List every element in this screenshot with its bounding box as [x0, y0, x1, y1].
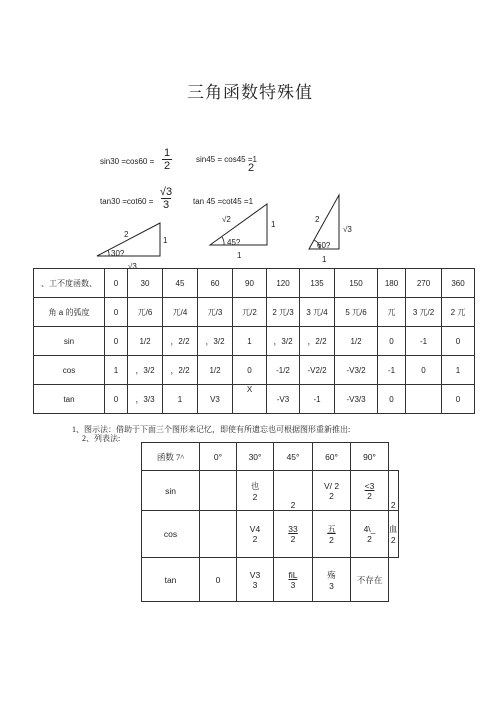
table-cell: ，2/2 [300, 327, 335, 356]
triangle2-side: 1 [271, 220, 276, 229]
table-cell: 0 [233, 356, 267, 385]
table-cell: 兀 [378, 298, 406, 327]
row-label: 角 a 的弧度 [34, 298, 105, 327]
row-label: cos [142, 511, 200, 558]
table-cell [351, 511, 389, 558]
row-label: tan [34, 385, 105, 414]
table-row [34, 298, 475, 327]
table-cell: 0 [105, 327, 128, 356]
table-cell: 2 兀 [442, 298, 475, 327]
cell-top: 五 [327, 524, 336, 534]
table-header-cell: 90° [351, 443, 389, 471]
table-header-cell: 30 [128, 269, 163, 298]
table-cell: ，3/2 [128, 356, 163, 385]
triangle1-angle: 30? [111, 249, 125, 258]
table-row-cos [142, 511, 399, 558]
page-title: 三角函数特殊值 [187, 83, 313, 102]
table-header-cell: 函数 7^ [142, 443, 200, 471]
fraction-denominator: 3 [162, 199, 170, 211]
cell-bottom: 2 [290, 500, 296, 510]
table-cell: 1/2 [198, 356, 233, 385]
row-label: cos [34, 356, 105, 385]
table-cell [313, 511, 351, 558]
table-cell [274, 471, 313, 511]
table-cell: -V3/3 [335, 385, 378, 414]
table-cell: 1 [442, 356, 475, 385]
table-header-cell: 45 [163, 269, 198, 298]
table-cell: ，2/2 [163, 327, 198, 356]
cell-top: <3 [364, 480, 375, 491]
cell-top: 血 [389, 524, 398, 534]
table-row-sin [142, 471, 399, 511]
cell-bottom: 2 [252, 534, 258, 544]
table-cell: 0 [378, 327, 406, 356]
table-cell: 0 [378, 385, 406, 414]
table-header-cell: 0 [105, 269, 128, 298]
cell-bottom: 3 [290, 579, 296, 590]
triangle2-base: 1 [237, 251, 242, 260]
table-cell: 2 兀/3 [267, 298, 300, 327]
table-cell: 0 [442, 327, 475, 356]
cell-top: 殇 [327, 569, 336, 580]
table-header-cell: 0° [200, 443, 237, 471]
table-cell: 1 [105, 356, 128, 385]
cell-bottom: 3 [252, 579, 258, 590]
table-cell: 兀/4 [163, 298, 198, 327]
table-header-cell: 60 [198, 269, 233, 298]
table-cell: 0 [105, 385, 128, 414]
table-cell: -V3 [267, 385, 300, 414]
table-cell: -1 [378, 356, 406, 385]
table-cell [274, 558, 313, 602]
formula-sin45: sin45 = cos45 =1 [196, 155, 257, 164]
cell-bottom: 2 [390, 535, 396, 545]
fraction-denominator: 2 [163, 160, 171, 172]
triangle-diagrams [0, 0, 500, 275]
table-cell: ，3/2 [198, 327, 233, 356]
table-row [34, 356, 475, 385]
table-cell: 1 [163, 385, 198, 414]
triangle3-side: √3 [343, 225, 352, 234]
cell-bottom: 2 [329, 535, 334, 545]
table-cell: 1/2 [335, 327, 378, 356]
table-cell: X [233, 385, 267, 414]
triangle1-hyp: 2 [124, 230, 129, 239]
table-cell: -V2/2 [300, 356, 335, 385]
table-cell: 5 兀/6 [335, 298, 378, 327]
cell-top: V/ 2 [323, 480, 340, 491]
formula-tan30: tan30 =cot60 = [100, 197, 154, 206]
table-header-cell: 60° [313, 443, 351, 471]
cell-bottom: 2 [367, 490, 372, 501]
table-cell [237, 558, 274, 602]
table-cell [237, 471, 274, 511]
triangle-60-30-90 [309, 195, 352, 264]
special-angles-table [141, 442, 399, 602]
note-table-method: 2、列表法: [82, 434, 121, 443]
table-header-cell: 120 [267, 269, 300, 298]
table-header-cell: 180 [378, 269, 406, 298]
table-cell: -1/2 [267, 356, 300, 385]
cell-bottom: 2 [290, 534, 296, 544]
triangle2-angle: 45? [227, 238, 241, 247]
table-cell [200, 471, 237, 511]
row-label: tan [142, 558, 200, 602]
special-values-table [33, 268, 475, 414]
table-cell: 0 [105, 298, 128, 327]
table-cell [351, 471, 389, 511]
table-cell: -1 [300, 385, 335, 414]
table-cell: 0 [442, 385, 475, 414]
triangle3-hyp: 2 [315, 215, 320, 224]
cell-top: 33 [288, 524, 298, 534]
table-header-cell: 135 [300, 269, 335, 298]
cell-bottom: 2 [367, 534, 372, 544]
triangle3-angle: 60? [317, 241, 331, 250]
triangle-30-60-90 [97, 223, 168, 271]
cell-top: 4\_ [363, 524, 376, 534]
table-cell [274, 511, 313, 558]
table-cell [389, 511, 399, 558]
table-cell [389, 471, 399, 511]
cell-top: V4 [249, 524, 261, 534]
table-cell [237, 511, 274, 558]
cell-top: fiL [288, 569, 298, 580]
table-cell: ，3/3 [128, 385, 163, 414]
table-header-cell: 、工不度函数、 [34, 269, 105, 298]
table-header-cell: 45° [274, 443, 313, 471]
table-cell: 1/2 [128, 327, 163, 356]
note-diagram-method: 1、图示法：借助于下面三个图形来记忆，即使有所遗忘也可根据图形重新推出: [72, 425, 351, 434]
cell-bottom: 不存在 [356, 574, 383, 585]
table-cell [406, 385, 442, 414]
table-cell: 0 [406, 356, 442, 385]
table-cell [351, 558, 389, 602]
triangle-45-45-90 [210, 204, 276, 260]
table-cell [313, 558, 351, 602]
table-header-cell: 90 [233, 269, 267, 298]
table-header-cell: 150 [335, 269, 378, 298]
table-header-cell: 360 [442, 269, 475, 298]
row-label: sin [34, 327, 105, 356]
cell-bottom: 0 [215, 574, 221, 585]
triangle3-base: 1 [322, 255, 327, 264]
cell-top: V3 [249, 569, 261, 580]
table-header-row [142, 443, 399, 471]
formula-sin45-denominator: 2 [247, 162, 255, 174]
table-row-tan [142, 558, 399, 602]
table-cell [200, 558, 237, 602]
fraction-numerator: 1 [163, 147, 171, 159]
table-cell: V3 [198, 385, 233, 414]
cell-bottom: 3 [329, 580, 334, 591]
table-row [34, 327, 475, 356]
table-row [34, 385, 475, 414]
cell-bottom: 2 [390, 500, 396, 510]
cell-top: 也 [250, 480, 260, 491]
table-cell: ，2/2 [163, 356, 198, 385]
fraction-numerator: √3 [159, 186, 173, 198]
triangle2-hyp: √2 [222, 215, 231, 224]
formula-sin30: sin30 =cos60 = [100, 157, 155, 166]
formula-tan45: tan 45 =cot45 =1 [193, 197, 254, 206]
table-header-cell: 270 [406, 269, 442, 298]
table-cell: 1 [233, 327, 267, 356]
table-cell: 3 兀/4 [300, 298, 335, 327]
table-cell: -V3/2 [335, 356, 378, 385]
table-header-row [34, 269, 475, 298]
cell-bottom: 2 [329, 490, 334, 501]
table-cell [313, 471, 351, 511]
cell-bottom: 2 [252, 491, 258, 502]
table-cell [200, 511, 237, 558]
triangle1-base: √3 [128, 262, 137, 271]
table-cell: 兀/3 [198, 298, 233, 327]
table-cell: 3 兀/2 [406, 298, 442, 327]
table-cell: 兀/6 [128, 298, 163, 327]
table-cell: ，3/2 [267, 327, 300, 356]
table-header-cell: 30° [237, 443, 274, 471]
table-cell: -1 [406, 327, 442, 356]
triangle1-side: 1 [163, 236, 168, 245]
row-label: sin [142, 471, 200, 511]
table-cell: 兀/2 [233, 298, 267, 327]
